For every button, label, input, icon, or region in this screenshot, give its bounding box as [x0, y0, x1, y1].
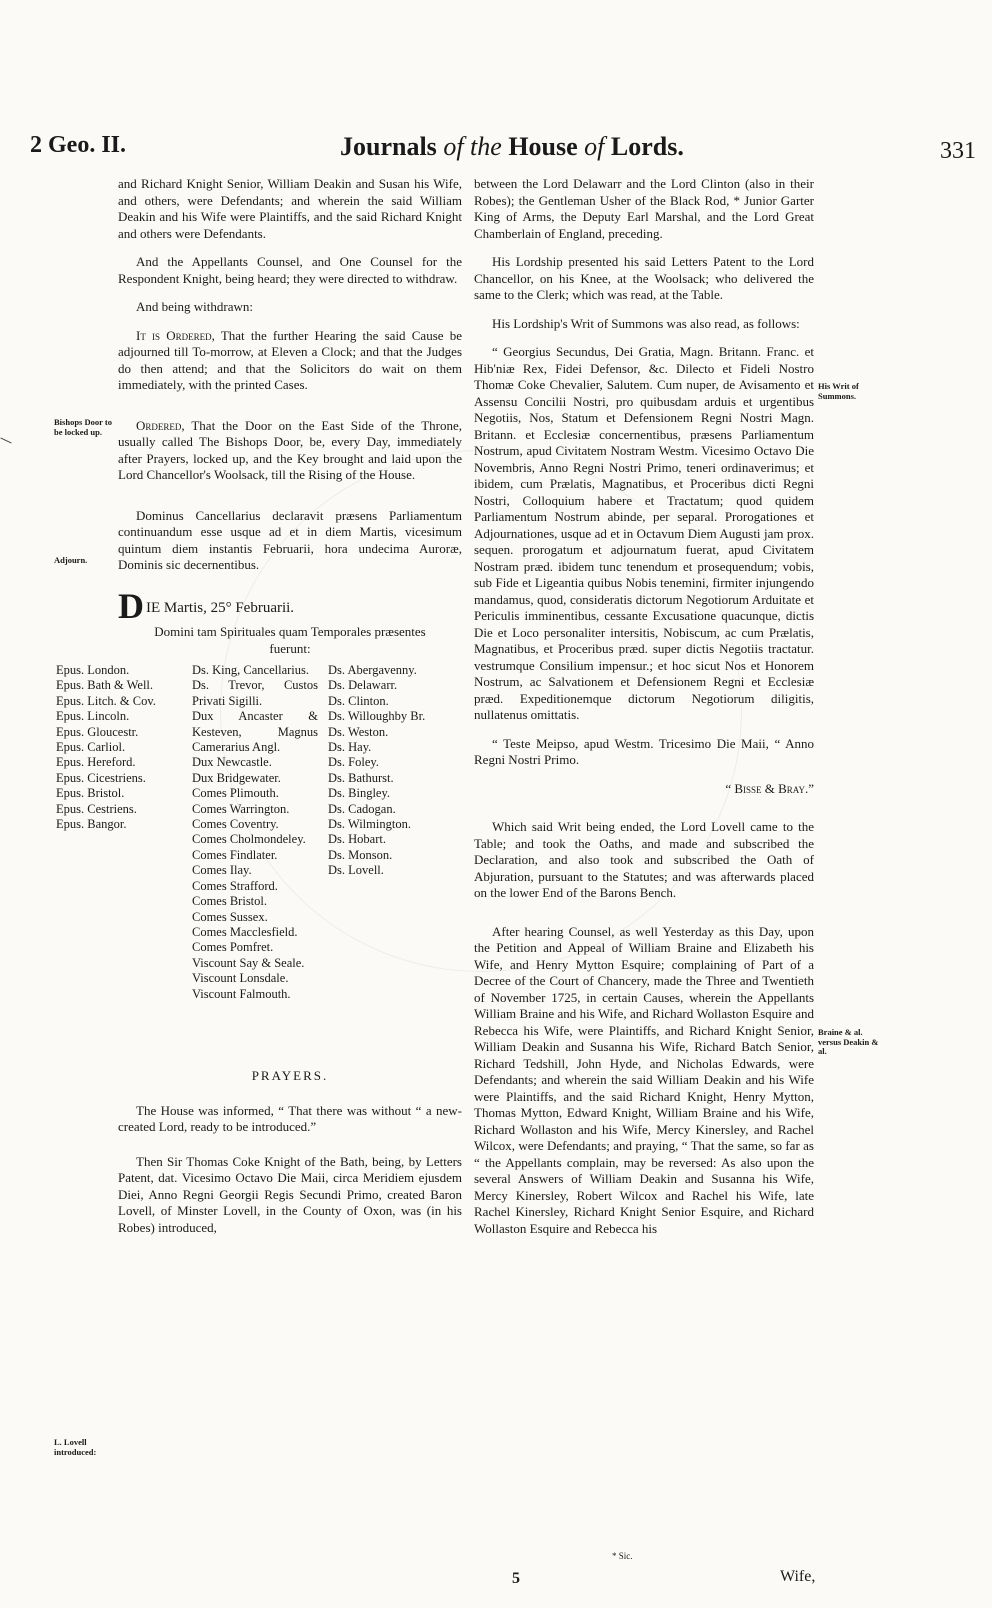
lord-entry: Comes Cholmondeley. — [192, 832, 306, 847]
paragraph: It is Ordered, That the further Hearing the said Cause be adjourned till To-morrow, at Eleven a Clock; and that the Judges do then attend; and that the Solicitors do wait on them immediately, with the printed Cases. — [118, 327, 462, 392]
page-header — [30, 132, 980, 172]
lord-entry: Ds. Abergavenny. — [328, 663, 417, 677]
lord-entry: Ds. Willoughby Br. — [328, 709, 426, 724]
lord-entry: Comes Macclesfield. — [192, 924, 298, 939]
paragraph: Ordered, That the Door on the East Side of the Throne, usually called The Bishops Door, be, every Day, immediately after Prayers, locked up, and the Key brought and laid upon the Lord Chancellor's Woolsack, till the Rising of the House. — [118, 417, 462, 482]
lord-entry: Viscount Lonsdale. — [192, 971, 289, 986]
lord-entry: Ds. Hobart. — [328, 832, 386, 847]
footnote: * Sic. — [612, 1551, 633, 1561]
paragraph: His Lordship presented his said Letters Patent to the Lord Chancellor, on his Knee, at the Woolsack; who delivered the same to the Clerk; which was read, at the Table. — [474, 254, 814, 302]
lord-entry: Comes Warrington. — [192, 801, 290, 816]
paragraph: His Lordship's Writ of Summons was also read, as follows: — [492, 315, 800, 331]
lord-entry: Comes Findlater. — [192, 847, 278, 862]
paragraph: between the Lord Delawarr and the Lord Clinton (also in their Robes); the Gentleman Usher of the Black Rod, * Junior Garter King of Arms, the Deputy Earl Marshal, and the Lord Great Chamberlain of England, preceding. — [474, 176, 814, 241]
paragraph: And being withdrawn: — [136, 299, 253, 314]
lord-entry: Epus. London. — [56, 663, 130, 677]
date-heading: DIE Martis, 25° Februarii. — [118, 585, 295, 626]
lord-entry: Comes Bristol. — [192, 894, 268, 909]
lord-entry: Dux Bridgewater. — [192, 770, 281, 785]
page-number: 331 — [940, 138, 976, 164]
lord-entry: Ds. King, Cancellarius. — [192, 663, 309, 677]
lord-entry: Comes Plimouth. — [192, 786, 279, 801]
lord-entry: Epus. Cestriens. — [56, 801, 137, 816]
right-column — [474, 176, 814, 1249]
lord-entry: Ds. Monson. — [328, 847, 393, 862]
regnal-year: 2 Geo. II. — [30, 132, 126, 158]
lord-entry: Ds. Delawarr. — [328, 678, 398, 693]
signature: “ Bisse & Bray.” — [725, 780, 814, 796]
lord-entry: Epus. Bristol. — [56, 786, 125, 801]
margin-note-adjourn: Adjourn. — [54, 555, 88, 565]
catchword: Wife, — [780, 1568, 816, 1585]
lord-entry: Ds. Lovell. — [328, 863, 384, 878]
paragraph: and Richard Knight Senior, William Deakin and Susan his Wife, and others, were Defendants; and wherein the said William Deakin and his Wife were Plaintiffs, and the said Richard Knight and others were Defendants. — [118, 176, 462, 241]
margin-mark — [0, 438, 11, 444]
paragraph: And the Appellants Counsel, and One Counsel for the Respondent Knight, being heard; they were directed to withdraw. — [118, 254, 462, 286]
lord-entry: Epus. Lincoln. — [56, 709, 130, 724]
lord-entry: Viscount Say & Seale. — [192, 955, 305, 970]
margin-note-braine: Braine & al. versus Deakin & al. — [818, 1027, 879, 1056]
lord-entry: Epus. Bath & Well. — [56, 678, 154, 693]
lord-entry: Ds. Bathurst. — [328, 770, 394, 785]
lord-entry: Epus. Hereford. — [56, 755, 136, 770]
prayers-heading: PRAYERS. — [251, 1068, 329, 1083]
teste: “ Teste Meipso, apud Westm. Tricesimo Die Maii, “ Anno Regni Nostri Primo. — [474, 735, 814, 767]
paragraph: Which said Writ being ended, the Lord Lovell came to the Table; and took the Oaths, and made and subscribed the Declaration, and also took and subscribed the Oath of Abjuration, pursuant to the Statutes; and was afterwards placed on the lower End of the Barons Bench. — [474, 819, 814, 900]
present-heading: Domini tam Spirituales quam Temporales præsentes fuerunt: — [154, 624, 426, 656]
margin-note-lovell: L. Lovell introduced: — [54, 1437, 97, 1457]
lord-entry: Comes Ilay. — [192, 863, 252, 878]
lord-entry: Comes Coventry. — [192, 817, 279, 832]
paragraph: The House was informed, “ That there was without “ a new-created Lord, ready to be introduced.” — [118, 1102, 462, 1134]
lord-entry: Comes Sussex. — [192, 909, 268, 924]
lord-entry: Ds. Clinton. — [328, 693, 389, 708]
signature-mark: 5 — [512, 1570, 520, 1587]
lord-entry: Epus. Cicestriens. — [56, 770, 146, 785]
paragraph: After hearing Counsel, as well Yesterday as this Day, upon the Petition and Appeal of William Braine and Elizabeth his Wife, and Henry Mytton Esquire; complaining of Part of a Decree of the Court of Chancery, made the Three and Twentieth of November 1725, in certain Causes, wherein the Appellants William Braine and his Wife, and Richard Wollaston Esquire and Rebecca his Wife, were Plaintiffs, and Richard Knight Senior, William Deakin and Susanna his Wife, Richard Batch Senior, Richard Tedshill, John Hyde, and Nicholas Edwards, were Defendants; and wherein the said William Deakin and his Wife were Plaintiffs, and the said Richard Knight, Henry Mytton, Thomas Mytton, Edward Knight, William Braine and his Wife, Richard Wollaston and his Wife, Mercy Kinersley, and Rachel Wilcox, were Defendants; and praying, “ That the same, so far as “ the Appellants complain, may be reversed: As also upon the several Answers of William Deakin and Susanna his Wife, Mercy Kinersley, Robert Wilcox and Rachel his Wife, late Rachel Kinersley, Richard Knight Senior Esquire, and Richard Wollaston Esquire and Rebecca his — [474, 923, 814, 1236]
lord-entry: Ds. Cadogan. — [328, 801, 396, 816]
lord-entry: Epus. Gloucestr. — [56, 724, 139, 739]
paragraph: Dominus Cancellarius declaravit præsens Parliamentum continuandum esse usque ad et in diem Martis, vicesimum quintum diem instantis Februarii, hora undecima Auroræ, Dominis sic decernentibus. — [118, 507, 462, 572]
lord-entry: Comes Strafford. — [192, 878, 278, 893]
bishops-column — [56, 663, 186, 832]
lord-entry: Ds. Wilmington. — [328, 817, 411, 832]
lord-entry: Ds. Trevor, Custos Privati Sigilli. — [192, 678, 318, 708]
lord-entry: Dux Ancaster & Kesteven, Magnus Camerarius Angl. — [192, 709, 318, 755]
writ-text: “ Georgius Secundus, Dei Gratia, Magn. Britann. Franc. et Hib'niæ Rex, Fidei Defensor, &c. Dilecto et Fideli Nostro Thomæ Coke Chevalier, Salutem. Cum nuper, de Avisamento et Assensu Concilii Nostri, pro quibusdam arduis et urgentibus Negotiis, Nos, Statum et Defensionem Regni Nostri Magn. Britann. et Ecclesiæ concernentibus, præsens Parliamentum Nostrum, apud Civitatem Nostram Westm. Vicesimo Octavo Die Novembris, Anno Regni Nostri Primo, teneri ordinaverimus; et ibidem, cum Prælatis, Magnatibus, et Proceribus dicti Regni Nostri, Colloquium habere et Tractatum; quod quidem Parliamentum Nostrum abinde, per separal. Prorogationes et Adjournationes, usque ad et in Octavum Diem Augusti jam prox. sequen. prorogatum et adjournatum fuerat, apud Civitatem Nostram præd. ibidem tunc tenendum et prosequendum; vobis, sub Fide et Ligeantia quibus Nobis tenemini, firmiter injungendo mandamus, quod, consideratis dictorum Negotiorum Arduitate et Periculis imminentibus, cessante Excusatione quacunque, dictis Die et Loco personaliter intersitis, Nobiscum, ac cum Prælatis, Magnatibus, et Proceribus præd. super dictis Negotiis tractatur. vestrumque Consilium impensur.; et hoc sicut Nos et Honorem Nostrum, ac Salvationem et Defensionem Regni et Ecclesiæ præd. Expeditionemque dictorum Negotiorum diligitis, nullatenus omittatis. — [474, 344, 814, 722]
lord-entry: Comes Pomfret. — [192, 940, 274, 955]
lord-entry: Dux Newcastle. — [192, 755, 272, 770]
lord-entry: Ds. Foley. — [328, 755, 379, 770]
officers-column — [192, 663, 318, 1002]
lord-entry: Epus. Carliol. — [56, 740, 126, 755]
lord-entry: Viscount Falmouth. — [192, 986, 291, 1001]
margin-note-bishops-door: Bishops Door to be locked up. — [54, 417, 112, 437]
lord-entry: Epus. Bangor. — [56, 817, 127, 832]
margin-note-writ: His Writ of Summons. — [818, 381, 859, 401]
lord-entry: Epus. Litch. & Cov. — [56, 693, 156, 708]
paragraph: Then Sir Thomas Coke Knight of the Bath, being, by Letters Patent, dat. Vicesimo Octavo Die Maii, circa Meridiem ejusdem Diei, Anno Regni Georgii Regis Secundi Primo, created Baron Lovell, of Minster Lovell, in the County of Oxon, was (in his Robes) introduced, — [118, 1153, 462, 1235]
lord-entry: Ds. Weston. — [328, 724, 389, 739]
journal-title: Journals of the House of Lords. — [340, 132, 684, 161]
lords-present-list — [56, 663, 462, 1058]
lord-entry: Ds. Bingley. — [328, 786, 391, 801]
lord-entry: Ds. Hay. — [328, 740, 372, 755]
barons-column — [328, 663, 464, 879]
